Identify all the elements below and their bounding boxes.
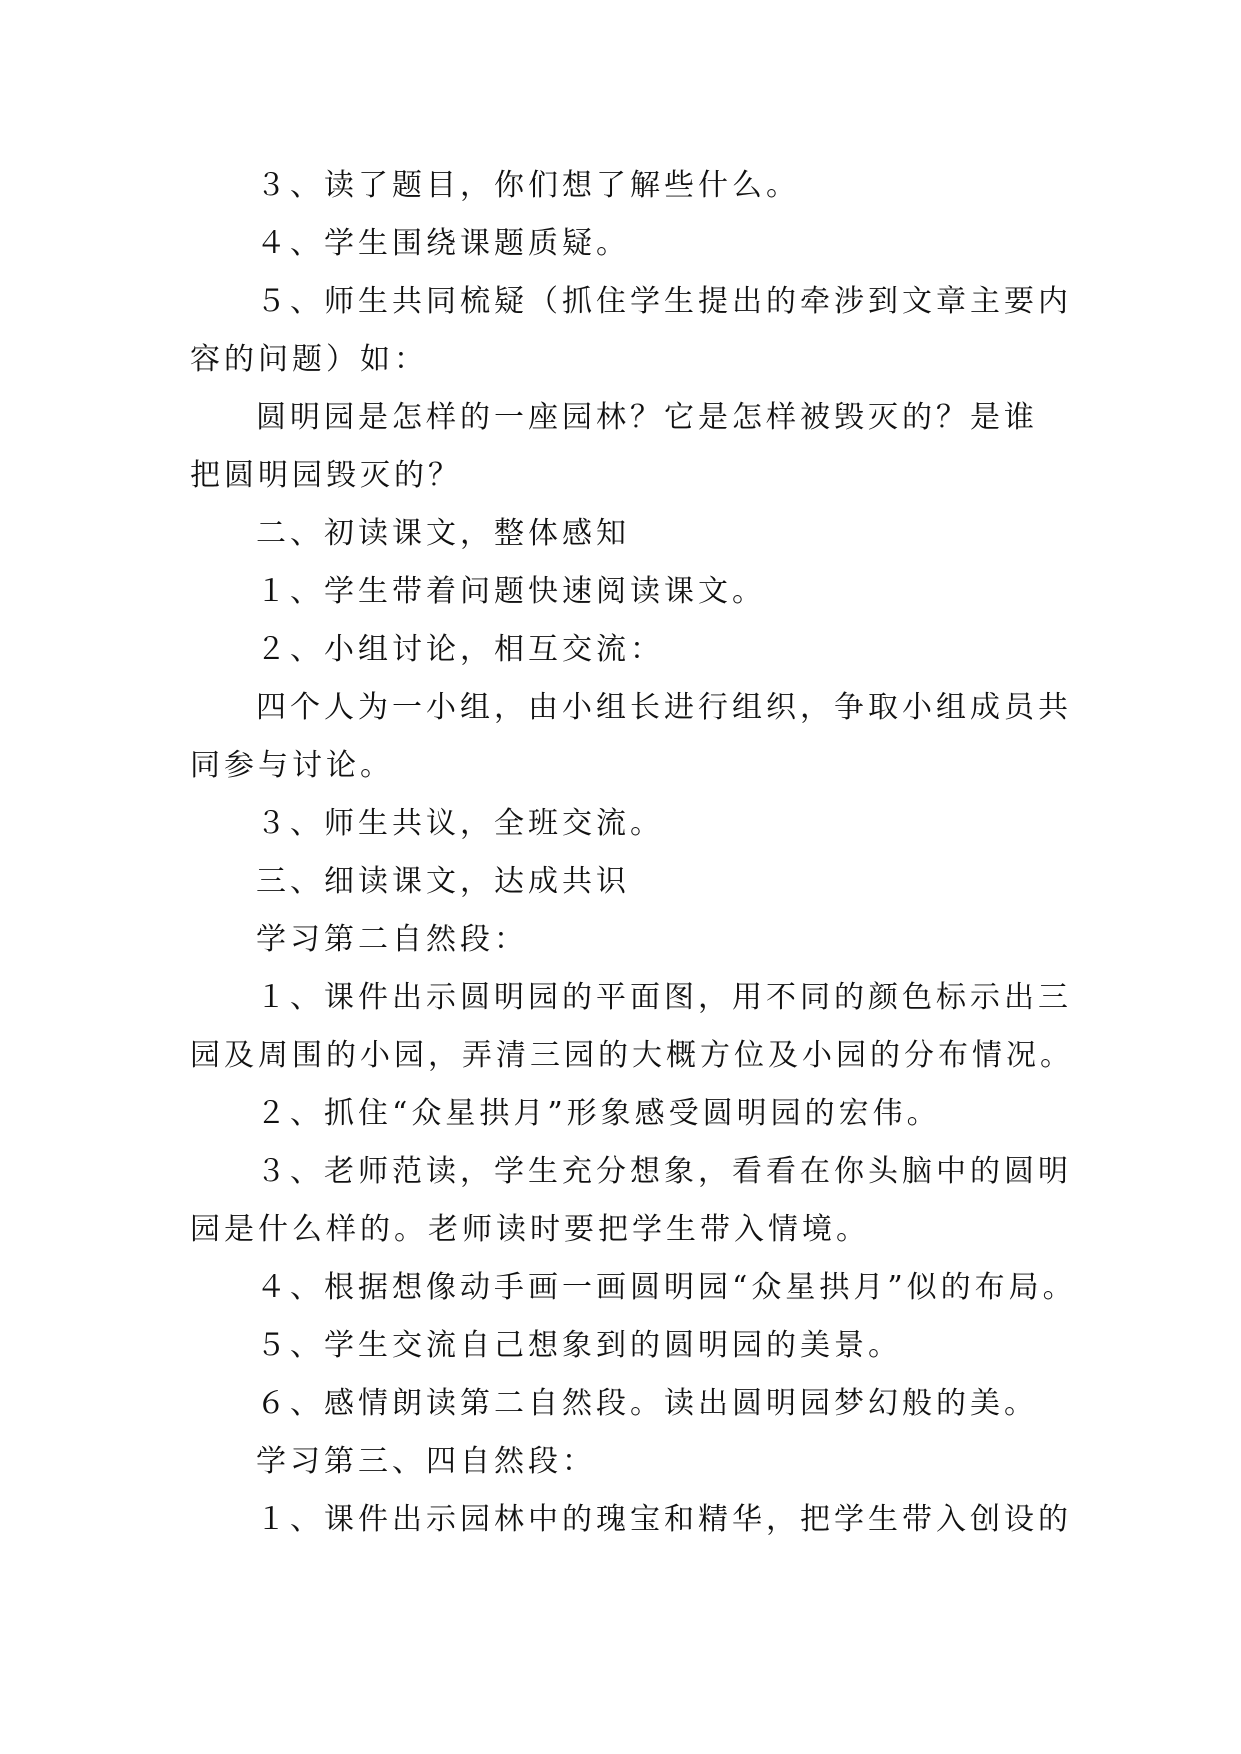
subsection-heading: 学习第三、四自然段： bbox=[256, 1444, 596, 1479]
text-line: 四个人为一小组，由小组长进行组织，争取小组成员共 bbox=[256, 690, 1072, 725]
text-line: 同参与讨论。 bbox=[190, 748, 394, 783]
text-line: ３、老师范读，学生充分想象，看看在你头脑中的圆明 bbox=[256, 1154, 1072, 1189]
text-line: ６、感情朗读第二自然段。读出圆明园梦幻般的美。 bbox=[256, 1386, 1038, 1421]
text-line: １、课件出示圆明园的平面图，用不同的颜色标示出三 bbox=[256, 980, 1072, 1015]
section-heading: 三、细读课文，达成共识 bbox=[256, 864, 630, 899]
section-heading: 二、初读课文，整体感知 bbox=[256, 516, 630, 551]
text-line: 圆明园是怎样的一座园林？它是怎样被毁灭的？是谁 bbox=[256, 400, 1038, 435]
subsection-heading: 学习第二自然段： bbox=[256, 922, 528, 957]
text-line: 园是什么样的。老师读时要把学生带入情境。 bbox=[190, 1212, 870, 1247]
text-line: １、学生带着问题快速阅读课文。 bbox=[256, 574, 766, 609]
text-line: 园及周围的小园，弄清三园的大概方位及小园的分布情况。 bbox=[190, 1038, 1074, 1073]
text-line: 把圆明园毁灭的？ bbox=[190, 458, 462, 493]
text-line: ３、读了题目，你们想了解些什么。 bbox=[256, 168, 800, 203]
text-line: １、课件出示园林中的瑰宝和精华，把学生带入创设的 bbox=[256, 1502, 1072, 1537]
text-line: 容的问题）如： bbox=[190, 342, 428, 377]
text-line: ５、学生交流自己想象到的圆明园的美景。 bbox=[256, 1328, 902, 1363]
text-line: ３、师生共议，全班交流。 bbox=[256, 806, 664, 841]
text-line: ４、根据想像动手画一画圆明园“众星拱月”似的布局。 bbox=[256, 1270, 1077, 1305]
text-line: ２、抓住“众星拱月”形象感受圆明园的宏伟。 bbox=[256, 1096, 941, 1131]
text-line: ２、小组讨论，相互交流： bbox=[256, 632, 664, 667]
text-line: ５、师生共同梳疑（抓住学生提出的牵涉到文章主要内 bbox=[256, 284, 1072, 319]
text-line: ４、学生围绕课题质疑。 bbox=[256, 226, 630, 261]
